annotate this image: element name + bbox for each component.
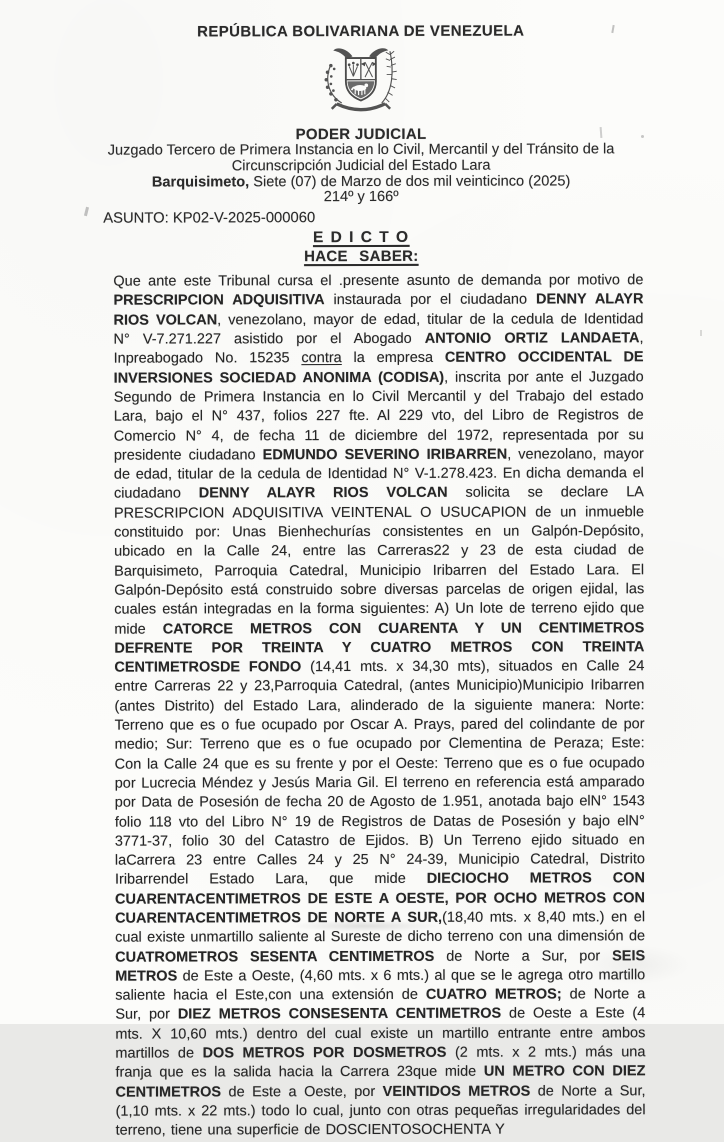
court-name-line1: Juzgado Tercero de Primera Instancia en lo Civil, Mercantil y del Tránsito de la	[0, 142, 723, 160]
edict-title-text: E D I C T O	[313, 229, 410, 246]
venezuela-coat-of-arms-icon	[315, 43, 407, 123]
body-segment: VEINTIDOS METROS	[383, 1083, 531, 1099]
body-segment: de Este a Oeste, (4,60 mts. x 6 mts.) al que se le agrega otro martillo saliente hacia el Este,con una extensión de	[115, 967, 645, 1004]
coat-of-arms	[0, 42, 723, 124]
body-segment: de Norte a Sur, por	[115, 986, 645, 1023]
body-segment: Que ante este Tribunal cursa el .presente asunto de demanda por motivo de	[113, 272, 643, 289]
body-segment: , Inpreabogado No. 15235	[114, 330, 644, 367]
body-segment: DENNY ALAYR RIOS VOLCAN	[199, 485, 448, 502]
city-name: Barquisimeto,	[152, 174, 249, 190]
body-segment: CUATROMETROS SESENTA CENTIMETROS	[115, 948, 434, 965]
edict-subtitle-text: HACE SABER:	[304, 248, 419, 265]
body-segment: CENTRO OCCIDENTAL DE INVERSIONES SOCIEDAD ANONIMA (CODISA)	[114, 350, 644, 387]
body-segment: , venezolano, mayor de edad, titular de la cedula de Identidad N° V-7.271.227 asistido por el Abogado	[114, 311, 644, 348]
body-segment: , venezolano, mayor de edad, titular de la cedula de Identidad N° V-1.278.423. En dicha demanda el ciudadano	[114, 446, 644, 502]
body-segment: de Norte a Sur, por	[434, 948, 612, 964]
case-number-line	[103, 209, 723, 227]
body-segment: DIECIOCHO METROS CON CUARENTACENTIMETROS DE ESTE A OESTE, POR OCHO METROS CON CUARENTACENTIMETROS DE NORTE A SUR,	[115, 871, 645, 927]
asunto-label: ASUNTO:	[103, 211, 169, 227]
anniversary-years: 214º y 166º	[0, 189, 723, 207]
date-text: Siete (07) de Marzo de dos mil veinticinco (2025)	[249, 173, 570, 190]
body-segment: de Oeste a Este (4 mts. X 10,60 mts.) dentro del cual existe un martillo entrante entre ambos martillos de	[115, 1006, 645, 1062]
body-segment: UN METRO CON DIEZ CENTIMETROS	[115, 1064, 645, 1101]
body-segment: de Este a Oeste, por	[221, 1084, 383, 1100]
body-segment: SEIS METROS	[115, 948, 645, 985]
body-segment: (2 mts. x 2 mts.) más una franja que es la salida hacia la Carrera 23que mide	[115, 1044, 645, 1081]
poder-judicial-title: PODER JUDICIAL	[0, 125, 723, 144]
body-segment: CATORCE METROS CON CUARENTA Y UN CENTIMETROS DEFRENTE POR TREINTA Y CUATRO METROS CON TREINTA CENTIMETROSDE FONDO	[114, 620, 644, 676]
body-segment: solicita se declare LA PRESCRIPCION ADQUISITIVA VEINTENAL O USUCAPION de un inmueble constituido por: Unas Bienhechurías consistentes en un Galpón-Depósito, ubicado en la Calle 24, entre las Carreras22 y 23 de esta ciudad de Barquisimeto, Parroquia Catedral, Municipio Iribarren del Estado Lara. El Galpón-Depósito está construido sobre diversas parcelas de origen ejidal, las cuales están integradas en la forma siguientes: A) Un lote de terreno ejido que mide	[114, 485, 644, 637]
body-segment: instaurada por el ciudadano	[325, 292, 536, 309]
body-segment: EDMUNDO SEVERINO IRIBARREN	[263, 446, 508, 463]
country-title: REPÚBLICA BOLIVARIANA DE VENEZUELA	[0, 22, 723, 42]
body-segment: CUATRO METROS;	[426, 987, 562, 1003]
body-segment: DENNY ALAYR RIOS VOLCAN	[113, 292, 643, 329]
asunto-value: KP02-V-2025-000060	[173, 210, 315, 226]
edict-title	[0, 228, 723, 247]
body-segment: (18,40 mts. x 8,40 mts.) en el cual existe unmartillo saliente al Sureste de dicho terreno con una dimensión de	[115, 909, 645, 946]
edict-body-paragraph	[113, 271, 645, 1141]
body-segment: de Norte a Sur, (1,10 mts. x 22 mts.) todo lo cual, junto con otras pequeñas irregularidades del terreno, tiene una superficie de DOSCIENTOSOCHENTA Y	[116, 1083, 646, 1139]
body-segment: DOS METROS POR DOSMETROS	[203, 1045, 447, 1062]
body-segment: DIEZ METROS CONSESENTA CENTIMETROS	[178, 1006, 501, 1023]
body-segment: contra	[301, 350, 341, 366]
body-segment: la empresa	[342, 350, 445, 366]
body-segment: (14,41 mts. x 34,30 mts), situados en Calle 24 entre Carreras 22 y 23,Parroquia Catedral, (antes Municipio)Municipio Iribarren (antes Distrito) del Estado Lara, alinderado de la siguiente manera: Norte: Terreno que es o fue ocupado por Oscar A. Prays, pared del colindante de por medio; Sur: Terreno que es o fue ocupado por Clementina de Peraza; Este: Con la Calle 24 que es su frente y por el Oeste: Terreno que es o fue ocupado por Lucrecia Méndez y Jesús Maria Gil. El terreno en referencia está amparado por Data de Posesión de fecha 20 de Agosto de 1.951, anotada bajo elN° 1543 folio 118 vto del Libro N° 19 de Registros de Datas de Posesión y bajo elN° 3771-37, folio 30 del Catastro de Ejidos. B) Un Terreno ejido situado en laCarrera 23 entre Calles 24 y 25 N° 24-39, Municipio Catedral, Distrito Iribarrendel Estado Lara, que mide	[114, 658, 644, 888]
court-name-line2: Circunscripción Judicial del Estado Lara	[0, 158, 723, 176]
body-segment: ANTONIO ORTIZ LANDAETA	[425, 330, 640, 347]
edict-subtitle	[0, 247, 723, 266]
body-segment: PRESCRIPCION ADQUISITIVA	[113, 293, 324, 310]
body-segment: , inscrita por ante el Juzgado Segundo de Primera Instancia en lo Civil Mercantil y del Trabajo del estado Lara, bajo el N° 437, folios 227 fte. Al 229 vto, del Libro de Registros de Comercio N° 4, de fecha 11 de diciembre del 1972, representada por su presidente ciudadano	[114, 369, 644, 464]
